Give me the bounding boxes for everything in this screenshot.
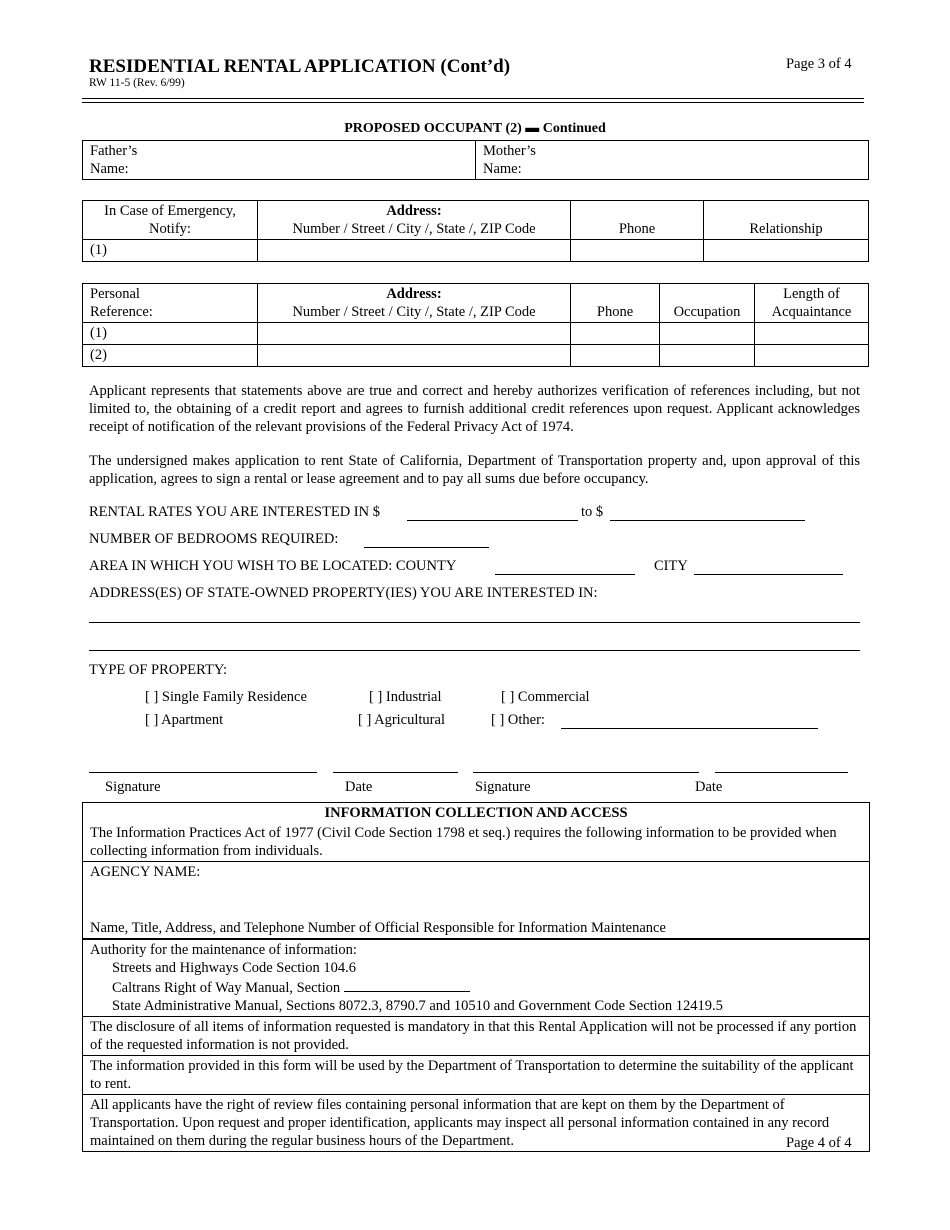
reference-length-field[interactable] bbox=[755, 323, 869, 345]
date-label-1: Date bbox=[345, 779, 373, 795]
mother-name-field[interactable] bbox=[476, 141, 869, 180]
form-title: RESIDENTIAL RENTAL APPLICATION (Cont’d) bbox=[89, 56, 511, 77]
reference-address-field[interactable] bbox=[258, 323, 571, 345]
reference-phone-field[interactable] bbox=[571, 323, 660, 345]
checkbox-single-family[interactable]: [ ] Single Family Residence bbox=[145, 689, 307, 705]
emergency-label-1: In Case of Emergency, bbox=[104, 203, 236, 219]
property-type-label: TYPE OF PROPERTY: bbox=[89, 662, 227, 678]
other-type-field[interactable] bbox=[561, 712, 818, 729]
bedrooms-label: NUMBER OF BEDROOMS REQUIRED: bbox=[89, 531, 339, 547]
signature-field-1[interactable] bbox=[89, 756, 317, 773]
emergency-table bbox=[82, 200, 869, 262]
length-label-2: Acquaintance bbox=[771, 304, 852, 320]
authority-item-1: Streets and Highways Code Section 104.6 bbox=[112, 960, 357, 976]
reference-address-header bbox=[258, 284, 571, 323]
review-rights-text: All applicants have the right of review files containing personal information that are kept on them by the Department of Transportation. Upon request and proper identification, applicants may inspect all personal information contained in any record maintained on them during the regular business hours of the Department. bbox=[83, 1094, 869, 1151]
application-paragraph: The undersigned makes application to rent State of California, Department of Transportation property and, upon approval of this application, agrees to sign a rental or lease agreement and to pay all sums due before occupancy. bbox=[89, 453, 860, 487]
reference-address-field[interactable] bbox=[258, 345, 571, 367]
manual-section-field[interactable] bbox=[344, 977, 470, 992]
emergency-phone-header: Phone bbox=[571, 201, 704, 240]
reference-occupation-header: Occupation bbox=[660, 284, 755, 323]
addresses-label: ADDRESS(ES) OF STATE-OWNED PROPERTY(IES) YOU ARE INTERESTED IN: bbox=[89, 585, 598, 601]
reference-length-header bbox=[755, 284, 869, 323]
agency-name-field[interactable] bbox=[83, 861, 869, 918]
section-title: PROPOSED OCCUPANT (2) ▬ Continued bbox=[344, 121, 606, 136]
reference-length-field[interactable] bbox=[755, 345, 869, 367]
address-title: Address: bbox=[386, 203, 442, 219]
emergency-relationship-header: Relationship bbox=[704, 201, 869, 240]
father-label-2: Name: bbox=[90, 161, 129, 177]
references-table bbox=[82, 283, 869, 367]
page-number-top: Page 3 of 4 bbox=[786, 56, 852, 72]
information-collection-box bbox=[82, 802, 870, 1152]
father-name-field[interactable] bbox=[83, 141, 476, 180]
signature-label-2: Signature bbox=[475, 779, 531, 795]
date-label-2: Date bbox=[695, 779, 723, 795]
checkbox-commercial[interactable]: [ ] Commercial bbox=[501, 689, 590, 705]
parents-table bbox=[82, 140, 869, 180]
addresses-field-line-1[interactable] bbox=[89, 606, 860, 623]
rental-rate-max-field[interactable] bbox=[610, 504, 805, 521]
reference-phone-field[interactable] bbox=[571, 345, 660, 367]
checkbox-apartment[interactable]: [ ] Apartment bbox=[145, 712, 224, 728]
authority-item-2-label: Caltrans Right of Way Manual, Section bbox=[112, 980, 341, 996]
address-subtitle: Number / Street / City /, State /, ZIP Code bbox=[292, 304, 536, 320]
header-rule-thin bbox=[82, 102, 864, 103]
emergency-address-header bbox=[258, 201, 571, 240]
mother-label-1: Mother’s bbox=[483, 143, 536, 159]
father-label-1: Father’s bbox=[90, 143, 138, 159]
reference-row-number: (2) bbox=[83, 345, 258, 367]
reference-label-1: Personal bbox=[90, 286, 140, 302]
usage-text: The information provided in this form will be used by the Department of Transportation to determine the suitability of the applicant to rent. bbox=[83, 1055, 869, 1094]
disclosure-text: The disclosure of all items of information requested is mandatory in that this Rental Application will not be processed if any portion of the requested information is not provided. bbox=[83, 1016, 869, 1055]
form-number: RW 11-5 (Rev. 6/99) bbox=[89, 77, 185, 89]
reference-occupation-field[interactable] bbox=[660, 345, 755, 367]
reference-row-number: (1) bbox=[83, 323, 258, 345]
checkbox-industrial[interactable]: [ ] Industrial bbox=[369, 689, 442, 705]
emergency-relationship-field[interactable] bbox=[704, 240, 869, 262]
info-title: INFORMATION COLLECTION AND ACCESS bbox=[324, 805, 628, 821]
reference-header bbox=[83, 284, 258, 323]
reference-phone-header: Phone bbox=[571, 284, 660, 323]
page-number-bottom: Page 4 of 4 bbox=[786, 1135, 852, 1151]
address-title: Address: bbox=[386, 286, 442, 302]
emergency-address-field[interactable] bbox=[258, 240, 571, 262]
authority-label: Authority for the maintenance of information: bbox=[90, 942, 357, 958]
authorization-paragraph: Applicant represents that statements above are true and correct and hereby authorizes verification of references including, but not limited to, the obtaining of a credit report and agrees to furnish additional credit references upon request. Applicant acknowledges receipt of notification of the relevant provisions of the Federal Privacy Act of 1974. bbox=[89, 383, 860, 435]
rental-rates-label: RENTAL RATES YOU ARE INTERESTED IN $ bbox=[89, 504, 380, 520]
checkbox-agricultural[interactable]: [ ] Agricultural bbox=[358, 712, 445, 728]
signature-field-2[interactable] bbox=[473, 756, 699, 773]
date-field-2[interactable] bbox=[715, 756, 848, 773]
date-field-1[interactable] bbox=[333, 756, 458, 773]
county-field[interactable] bbox=[495, 558, 635, 575]
city-label: CITY bbox=[654, 558, 688, 574]
emergency-label-2: Notify: bbox=[149, 221, 191, 237]
rental-to-label: to $ bbox=[581, 504, 604, 520]
mother-label-2: Name: bbox=[483, 161, 522, 177]
emergency-header bbox=[83, 201, 258, 240]
address-subtitle: Number / Street / City /, State /, ZIP Code bbox=[292, 221, 536, 237]
emergency-phone-field[interactable] bbox=[571, 240, 704, 262]
addresses-field-line-2[interactable] bbox=[89, 634, 860, 651]
county-label: AREA IN WHICH YOU WISH TO BE LOCATED: COUNTY bbox=[89, 558, 457, 574]
bedrooms-field[interactable] bbox=[364, 531, 489, 548]
rental-rate-min-field[interactable] bbox=[407, 504, 578, 521]
checkbox-other[interactable]: [ ] Other: bbox=[491, 712, 545, 728]
reference-occupation-field[interactable] bbox=[660, 323, 755, 345]
official-responsible-label: Name, Title, Address, and Telephone Number of Official Responsible for Information Maintenance bbox=[90, 920, 666, 936]
emergency-row-number: (1) bbox=[83, 240, 258, 262]
authority-item-2 bbox=[90, 977, 862, 997]
info-intro: The Information Practices Act of 1977 (Civil Code Section 1798 et seq.) requires the following information to be provided when collecting information from individuals. bbox=[90, 825, 837, 859]
authority-section bbox=[83, 938, 869, 1016]
header-rule bbox=[82, 98, 864, 99]
length-label-1: Length of bbox=[783, 286, 840, 302]
reference-label-2: Reference: bbox=[90, 304, 153, 320]
city-field[interactable] bbox=[694, 558, 843, 575]
signature-label-1: Signature bbox=[105, 779, 161, 795]
agency-name-label: AGENCY NAME: bbox=[90, 864, 201, 880]
authority-item-3: State Administrative Manual, Sections 8072.3, 8790.7 and 10510 and Government Code Section 12419.5 bbox=[112, 998, 723, 1014]
